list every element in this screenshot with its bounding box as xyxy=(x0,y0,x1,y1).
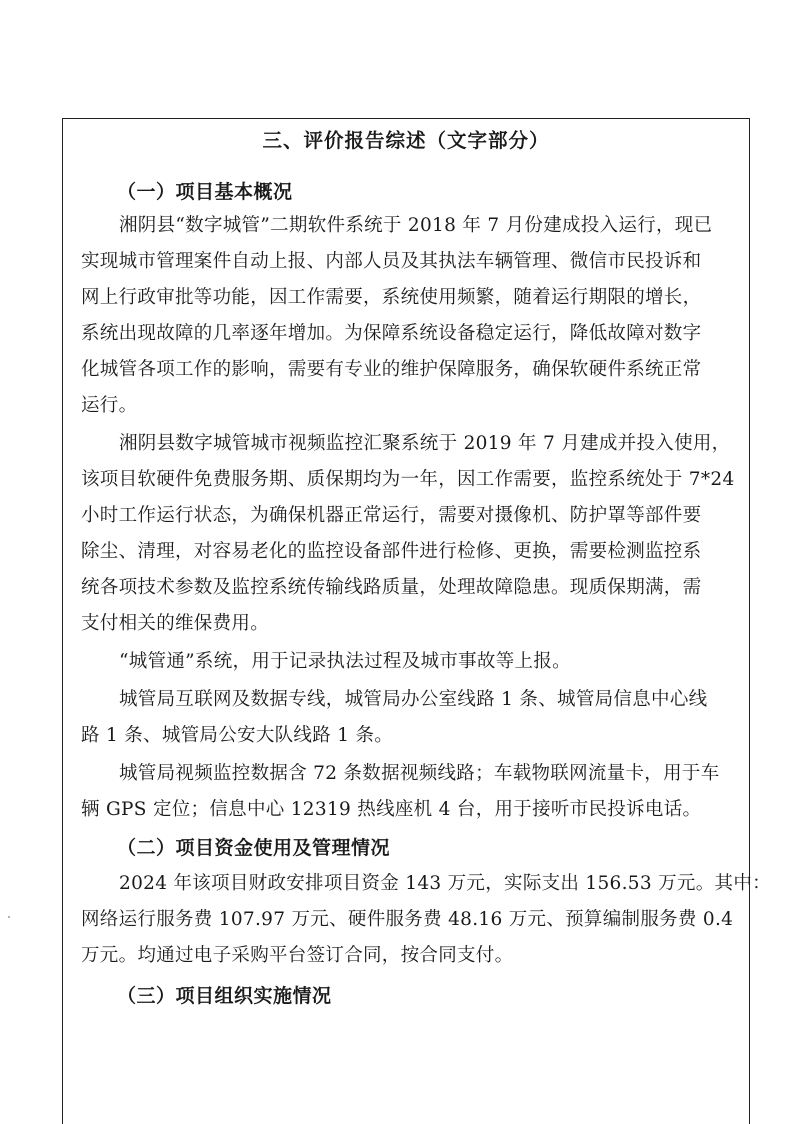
p1-line-5: 化城管各项工作的影响，需要有专业的维护保障服务，确保软硬件系统正常 xyxy=(81,359,702,380)
p5-line-2: 辆 GPS 定位；信息中心 12319 热线座机 4 台，用于接听市民投诉电话。 xyxy=(81,799,702,820)
p2-line-5: 统各项技术参数及监控系统传输线路质量，处理故障隐患。现质保期满，需 xyxy=(81,577,702,598)
p1-line-1: 湘阴县“数字城管”二期软件系统于 2018 年 7 月份建成投入运行，现已 xyxy=(119,215,713,236)
p4-line-1: 城管局互联网及数据专线，城管局办公室线路 1 条、城管局信息中心线 xyxy=(119,689,708,710)
p1-line-2: 实现城市管理案件自动上报、内部人员及其执法车辆管理、微信市民投诉和 xyxy=(81,251,702,272)
p1-line-6: 运行。 xyxy=(81,395,138,416)
p1-line-4: 系统出现故障的几率逐年增加。为保障系统设备稳定运行，降低故障对数字 xyxy=(81,323,702,344)
p1-line-3: 网上行政审批等功能，因工作需要，系统使用频繁，随着运行期限的增长， xyxy=(81,287,702,308)
p5-line-1: 城管局视频监控数据含 72 条数据视频线路；车载物联网流量卡，用于车 xyxy=(119,763,720,784)
scan-speck xyxy=(8,916,10,918)
p2-line-3: 小时工作运行状态，为确保机器正常运行，需要对摄像机、防护罩等部件要 xyxy=(81,505,702,526)
p2-line-1: 湘阴县数字城管城市视频监控汇聚系统于 2019 年 7 月建成并投入使用， xyxy=(119,433,731,454)
section-2-heading: （二）项目资金使用及管理情况 xyxy=(117,837,391,859)
p2-line-6: 支付相关的维保费用。 xyxy=(81,613,270,634)
page-title: 三、评价报告综述（文字部分） xyxy=(262,129,550,152)
p3-line-1: “城管通”系统，用于记录执法过程及城市事故等上报。 xyxy=(119,651,571,672)
section-3-heading: （三）项目组织实施情况 xyxy=(117,985,332,1007)
p6-line-1: 2024 年该项目财政安排项目资金 143 万元，实际支出 156.53 万元。其中： xyxy=(119,873,771,894)
p2-line-4: 除尘、清理，对容易老化的监控设备部件进行检修、更换，需要检测监控系 xyxy=(81,541,702,562)
p6-line-2: 网络运行服务费 107.97 万元、硬件服务费 48.16 万元、预算编制服务费 0.4 xyxy=(81,909,734,930)
p6-line-3: 万元。均通过电子采购平台签订合同，按合同支付。 xyxy=(81,945,514,966)
p2-line-2: 该项目软硬件免费服务期、质保期均为一年，因工作需要，监控系统处于 7*24 xyxy=(81,469,735,490)
section-1-heading: （一）项目基本概况 xyxy=(117,181,293,203)
report-frame xyxy=(62,118,771,1124)
p4-line-2: 路 1 条、城管局公安大队线路 1 条。 xyxy=(81,725,394,746)
